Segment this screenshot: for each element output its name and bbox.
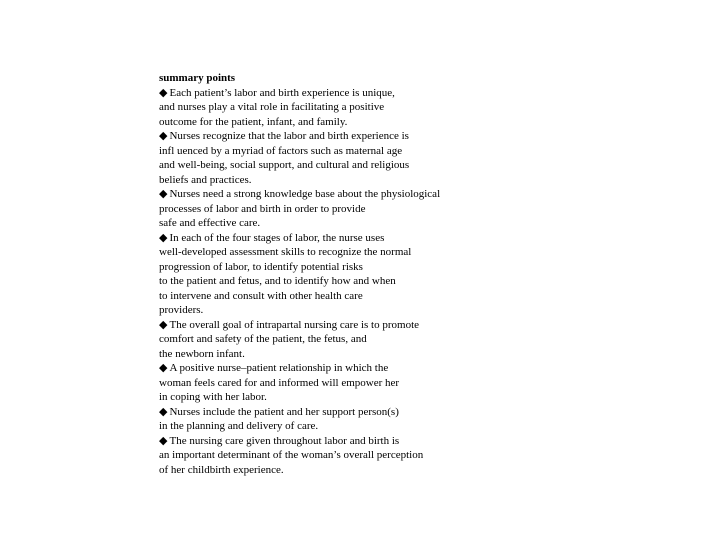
diamond-bullet-icon: ◆ — [159, 188, 168, 200]
summary-point-text: processes of labor and birth in order to provide — [159, 202, 366, 215]
summary-point-line — [159, 231, 679, 246]
summary-point — [159, 405, 679, 434]
summary-point-text: an important determinant of the woman’s overall perception — [159, 449, 424, 461]
summary-point-line — [159, 332, 679, 347]
diamond-bullet-icon: ◆ — [159, 362, 168, 374]
summary-point-text: progression of labor, to identify potential risks — [159, 260, 363, 273]
diamond-bullet-icon: ◆ — [159, 405, 168, 418]
summary-point-text: of her childbirth experience. — [159, 463, 284, 476]
summary-point-text: infl uenced by a myriad of factors such as maternal age — [159, 144, 403, 157]
summary-point-line — [159, 448, 679, 463]
summary-point-line — [159, 289, 679, 304]
summary-point-line — [159, 144, 679, 159]
summary-point-line — [159, 463, 679, 478]
summary-points-list — [159, 86, 679, 478]
summary-point-line — [159, 129, 679, 144]
summary-point-line — [159, 245, 679, 260]
summary-point-line — [159, 361, 679, 376]
summary-point-text: well-developed assessment skills to recognize the normal — [159, 246, 412, 258]
summary-point-line — [159, 115, 679, 130]
summary-point-text: The nursing care given throughout labor and birth is — [169, 434, 400, 447]
summary-point-line — [159, 216, 679, 231]
summary-point-line — [159, 86, 679, 101]
summary-point-line — [159, 187, 679, 202]
summary-point-text: outcome for the patient, infant, and family. — [159, 115, 348, 128]
summary-point-line — [159, 376, 679, 391]
summary-point-text: In each of the four stages of labor, the nurse uses — [169, 231, 385, 244]
summary-point-text: providers. — [159, 304, 204, 316]
summary-point-text: The overall goal of intrapartal nursing care is to promote — [169, 318, 420, 331]
summary-point — [159, 318, 679, 362]
summary-point-line — [159, 260, 679, 275]
summary-point-text: Each patient’s labor and birth experience is unique, — [169, 86, 395, 99]
summary-point-line — [159, 347, 679, 362]
summary-point — [159, 129, 679, 187]
summary-point-line — [159, 303, 679, 318]
summary-point-line — [159, 202, 679, 217]
summary-point-line — [159, 390, 679, 405]
summary-point — [159, 187, 679, 231]
summary-heading: summary points — [159, 72, 236, 84]
summary-point-text: beliefs and practices. — [159, 173, 252, 186]
summary-point-line — [159, 100, 679, 115]
summary-point — [159, 434, 679, 478]
summary-point-text: A positive nurse–patient relationship in which the — [169, 362, 389, 374]
diamond-bullet-icon: ◆ — [159, 318, 168, 331]
summary-point-line — [159, 318, 679, 333]
summary-point-text: Nurses include the patient and her support person(s) — [169, 405, 399, 418]
summary-point-text: and nurses play a vital role in facilitating a positive — [159, 101, 385, 113]
summary-point-line — [159, 405, 679, 420]
summary-point-line — [159, 419, 679, 434]
diamond-bullet-icon: ◆ — [159, 231, 168, 244]
summary-point-line — [159, 274, 679, 289]
summary-point-line — [159, 434, 679, 449]
summary-points-block — [159, 71, 679, 477]
summary-point — [159, 231, 679, 318]
summary-point-line — [159, 158, 679, 173]
summary-point — [159, 86, 679, 130]
summary-point-text: to intervene and consult with other health care — [159, 289, 363, 302]
summary-point-text: Nurses need a strong knowledge base about the physiological — [169, 188, 441, 200]
summary-point-text: safe and effective care. — [159, 217, 261, 229]
summary-point-text: woman feels cared for and informed will empower her — [159, 376, 400, 389]
summary-point-text: in coping with her labor. — [159, 391, 267, 403]
summary-point — [159, 361, 679, 405]
summary-point-text: and well-being, social support, and cultural and religious — [159, 159, 410, 171]
summary-point-text: in the planning and delivery of care. — [159, 420, 319, 432]
summary-point-line — [159, 173, 679, 188]
summary-point-text: Nurses recognize that the labor and birth experience is — [169, 130, 409, 142]
summary-point-text: to the patient and fetus, and to identify how and when — [159, 275, 396, 287]
diamond-bullet-icon: ◆ — [159, 130, 168, 142]
summary-point-text: comfort and safety of the patient, the fetus, and — [159, 333, 367, 345]
diamond-bullet-icon: ◆ — [159, 86, 168, 99]
diamond-bullet-icon: ◆ — [159, 434, 168, 447]
summary-point-text: the newborn infant. — [159, 347, 245, 360]
